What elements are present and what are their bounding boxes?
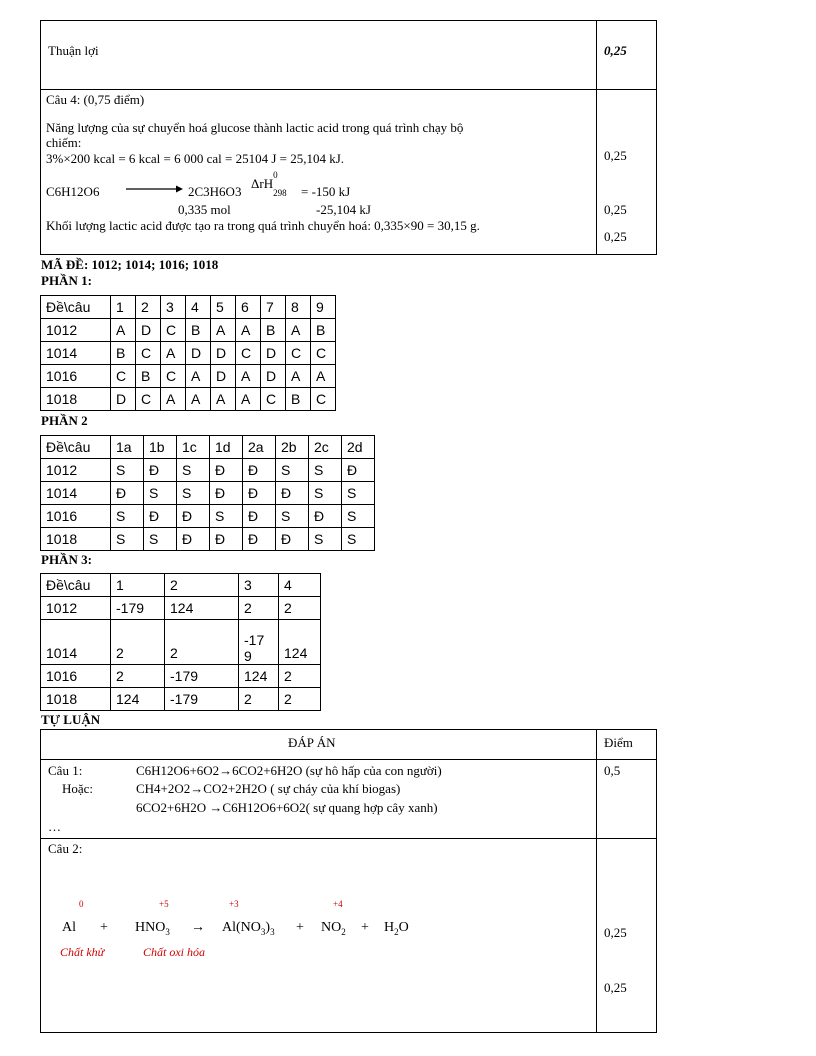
eq-plus-1: + [100, 920, 108, 935]
table-cell: C [236, 342, 261, 365]
cau2-label: Câu 2: [48, 841, 83, 856]
table-cell: 7 [261, 296, 286, 319]
table-cell: 1016 [41, 505, 111, 528]
table-cell: S [309, 528, 342, 551]
table-cell: S [276, 505, 309, 528]
table-cell: 2d [342, 436, 375, 459]
table-cell: C [311, 342, 336, 365]
eq-hno3: $HNO_3$ [135, 920, 170, 937]
table-cell: C [261, 388, 286, 411]
table-cell: D [261, 342, 286, 365]
table-cell: S [309, 459, 342, 482]
table-cell: Đ [309, 505, 342, 528]
table-cell: 2 [239, 688, 279, 711]
kj-value: -25,104 kJ [316, 202, 371, 217]
tu-luan-title: TỰ LUẬN [41, 712, 101, 727]
table-cell: 124 [165, 597, 239, 620]
table-cell: B [261, 319, 286, 342]
cau4-score-3: 0,25 [604, 229, 627, 244]
table-cell: B [111, 342, 136, 365]
cau2-score-1: 0,25 [604, 925, 627, 940]
eq-no2: $NO_2$ [321, 920, 346, 937]
table-cell: Đ [177, 528, 210, 551]
table-cell: D [211, 365, 236, 388]
table-cell: 1014 [41, 620, 111, 665]
table-cell: 3 [239, 574, 279, 597]
table-cell: S [177, 482, 210, 505]
table-cell: 2 [165, 620, 239, 665]
table-cell: 2 [279, 597, 321, 620]
top-table-divider [596, 20, 597, 255]
table-cell: A [286, 319, 311, 342]
table-cell: Đ [210, 482, 243, 505]
reaction-reactant: C6H12O6 [46, 184, 100, 199]
mol-value: 0,335 mol [178, 202, 231, 217]
table-cell: 2b [276, 436, 309, 459]
table-cell: 9 [311, 296, 336, 319]
table-cell: 1016 [41, 365, 111, 388]
phan2-title: PHẦN 2 [41, 413, 88, 428]
cau4-mass-line: Khối lượng lactic acid được tạo ra trong quá trình chuyển hoá: 0,335×90 = 30,15 g. [46, 218, 480, 233]
table-cell: 1012 [41, 597, 111, 620]
table-cell: S [309, 482, 342, 505]
cau4-line1: Năng lượng của sự chuyển hoá glucose thành lactic acid trong quá trình chạy bộ [46, 120, 464, 135]
eq-al-no3-3: $Al(NO_3)_3$ [222, 920, 275, 937]
table-cell: S [342, 482, 375, 505]
table-cell: S [111, 459, 144, 482]
row-thuan-loi-label: Thuận lợi [48, 43, 99, 58]
cau4-score-2: 0,25 [604, 202, 627, 217]
table-cell: 1b [144, 436, 177, 459]
table-cell: C [136, 388, 161, 411]
table-cell: Đ [243, 459, 276, 482]
ox-al: 0 [79, 899, 84, 909]
reaction-product: 2C3H6O3 [188, 184, 242, 199]
table-row [41, 342, 336, 365]
cau1-label: Câu 1: [48, 763, 83, 778]
cau1-equation: C6H12O6+6O2→6CO2+6H2O (sự hô hấp của con người) [136, 763, 442, 778]
table-cell: C [136, 342, 161, 365]
table-cell: B [311, 319, 336, 342]
table-row [41, 459, 375, 482]
table-cell: 124 [111, 688, 165, 711]
table-cell: Đề\câu [41, 574, 111, 597]
table-cell: B [286, 388, 311, 411]
ma-de-heading: MÃ ĐỀ: 1012; 1014; 1016; 1018 [41, 257, 219, 272]
table-cell: 2c [309, 436, 342, 459]
table-cell: -179 [165, 688, 239, 711]
tu-luan-header-line [40, 759, 657, 760]
table-cell: A [211, 319, 236, 342]
reaction-arrow-icon [124, 184, 184, 194]
table-cell: Đ [243, 528, 276, 551]
table-cell: A [236, 365, 261, 388]
eq-plus-3: + [361, 920, 369, 935]
table-cell: Đ [210, 459, 243, 482]
table-cell: 1012 [41, 459, 111, 482]
table-cell: Đề\câu [41, 296, 111, 319]
table-cell: 3 [161, 296, 186, 319]
table-cell: C [111, 365, 136, 388]
table-cell: Đ [144, 505, 177, 528]
cau4-score-1: 0,25 [604, 148, 627, 163]
header-dap-an: ĐÁP ÁN [288, 735, 336, 750]
table-cell: 2 [279, 665, 321, 688]
eq-al: Al [62, 920, 76, 935]
cau1-score: 0,5 [604, 763, 621, 778]
table-cell: 1016 [41, 665, 111, 688]
table-row [41, 436, 375, 459]
header-diem: Điểm [604, 735, 633, 750]
table-cell: A [311, 365, 336, 388]
table-row [41, 505, 375, 528]
table-row [41, 688, 321, 711]
table-cell: 1 [111, 296, 136, 319]
table-cell: S [342, 505, 375, 528]
table-cell: 1 [111, 574, 165, 597]
table-cell: Đ [243, 482, 276, 505]
ox-n-no2: +4 [333, 899, 343, 909]
table-row [41, 482, 375, 505]
table-cell: 124 [279, 620, 321, 665]
table-cell: 1014 [41, 342, 111, 365]
table-cell: A [161, 388, 186, 411]
table-cell: D [136, 319, 161, 342]
table-cell: 2 [165, 574, 239, 597]
table-cell: 124 [239, 665, 279, 688]
eq-plus-2: + [296, 920, 304, 935]
tu-luan-divider [596, 729, 597, 1033]
table-cell: A [236, 319, 261, 342]
table-cell: S [144, 528, 177, 551]
table-cell: Đề\câu [41, 436, 111, 459]
table-cell: 8 [286, 296, 311, 319]
eq-h2o: $H_2O$ [384, 920, 409, 937]
delta-h-value: = -150 kJ [301, 184, 351, 199]
table-cell: Đ [276, 528, 309, 551]
table-cell: S [111, 528, 144, 551]
table-cell: 1018 [41, 528, 111, 551]
table-cell: D [211, 342, 236, 365]
table-cell: A [236, 388, 261, 411]
table-cell: A [186, 388, 211, 411]
table-cell: 5 [211, 296, 236, 319]
table-cell: B [136, 365, 161, 388]
chat-oxi-hoa-label: Chất oxi hóa [143, 945, 205, 959]
cau4-line3: 3%×200 kcal = 6 kcal = 6 000 cal = 25104 J = 25,104 kJ. [46, 151, 345, 166]
table-row [41, 365, 336, 388]
table-cell: Đ [144, 459, 177, 482]
table-cell: -179 [111, 597, 165, 620]
table-cell: S [144, 482, 177, 505]
table-cell: C [286, 342, 311, 365]
ox-n-hno3: +5 [159, 899, 169, 909]
delta-h-label: ΔrH 0 $_{298}$ [251, 170, 287, 198]
wrapped-negative-value: -179 [244, 632, 265, 664]
table-cell: Đ [111, 482, 144, 505]
table-cell: Đ [243, 505, 276, 528]
table-row [41, 388, 336, 411]
table-cell: 2 [111, 665, 165, 688]
table-cell: 1018 [41, 688, 111, 711]
table-cell: -179 [165, 665, 239, 688]
row-thuan-loi-score: 0,25 [604, 43, 627, 58]
table-row [41, 597, 321, 620]
hoac-label: Hoặc: [62, 781, 94, 796]
hoac-equation-1: CH4+2O2→CO2+2H2O ( sự cháy của khí biogas) [136, 781, 401, 796]
phan3-title: PHẦN 3: [41, 552, 92, 567]
table-cell [239, 620, 279, 665]
cau4-line2: chiếm: [46, 135, 82, 150]
table-cell: D [111, 388, 136, 411]
table-row [41, 528, 375, 551]
tu-luan-row-line [40, 838, 657, 839]
table-cell: A [161, 342, 186, 365]
table-row [41, 574, 321, 597]
table-cell: A [111, 319, 136, 342]
phan3-table [40, 573, 321, 711]
table-cell: C [311, 388, 336, 411]
table-cell: Đ [177, 505, 210, 528]
table-cell: A [186, 365, 211, 388]
table-cell: D [186, 342, 211, 365]
table-row [41, 665, 321, 688]
table-cell: 2 [279, 688, 321, 711]
table-row [41, 319, 336, 342]
cau2-score-2: 0,25 [604, 980, 627, 995]
phan1-table [40, 295, 336, 411]
table-cell: 1a [111, 436, 144, 459]
table-cell: 2 [111, 620, 165, 665]
table-cell: S [177, 459, 210, 482]
table-cell: Đ [276, 482, 309, 505]
top-table-row-divider [40, 89, 657, 90]
table-cell: 1012 [41, 319, 111, 342]
table-cell: Đ [210, 528, 243, 551]
table-cell: S [276, 459, 309, 482]
table-cell: A [286, 365, 311, 388]
table-cell: S [342, 528, 375, 551]
table-cell: S [210, 505, 243, 528]
table-cell: 1d [210, 436, 243, 459]
table-row [41, 296, 336, 319]
table-cell: 2a [243, 436, 276, 459]
table-cell: C [161, 319, 186, 342]
phan1-title: PHẦN 1: [41, 273, 92, 288]
table-cell: 2 [239, 597, 279, 620]
eq-arrow: → [191, 920, 205, 935]
phan2-table [40, 435, 375, 551]
table-cell: 1014 [41, 482, 111, 505]
ox-al-product: +3 [229, 899, 239, 909]
cau4-title: Câu 4: (0,75 điểm) [46, 92, 145, 107]
chat-khu-label: Chất khử [60, 945, 105, 959]
table-row [41, 620, 321, 665]
hoac-equation-2: 6CO2+6H2O →C6H12O6+6O2( sự quang hợp cây xanh) [136, 800, 438, 815]
table-cell: A [211, 388, 236, 411]
table-cell: 2 [136, 296, 161, 319]
table-cell: S [111, 505, 144, 528]
table-cell: D [261, 365, 286, 388]
table-cell: 4 [279, 574, 321, 597]
table-cell: B [186, 319, 211, 342]
table-cell: 4 [186, 296, 211, 319]
table-cell: 6 [236, 296, 261, 319]
table-cell: 1c [177, 436, 210, 459]
table-cell: C [161, 365, 186, 388]
ellipsis: … [48, 819, 61, 834]
table-cell: 1018 [41, 388, 111, 411]
table-cell: Đ [342, 459, 375, 482]
